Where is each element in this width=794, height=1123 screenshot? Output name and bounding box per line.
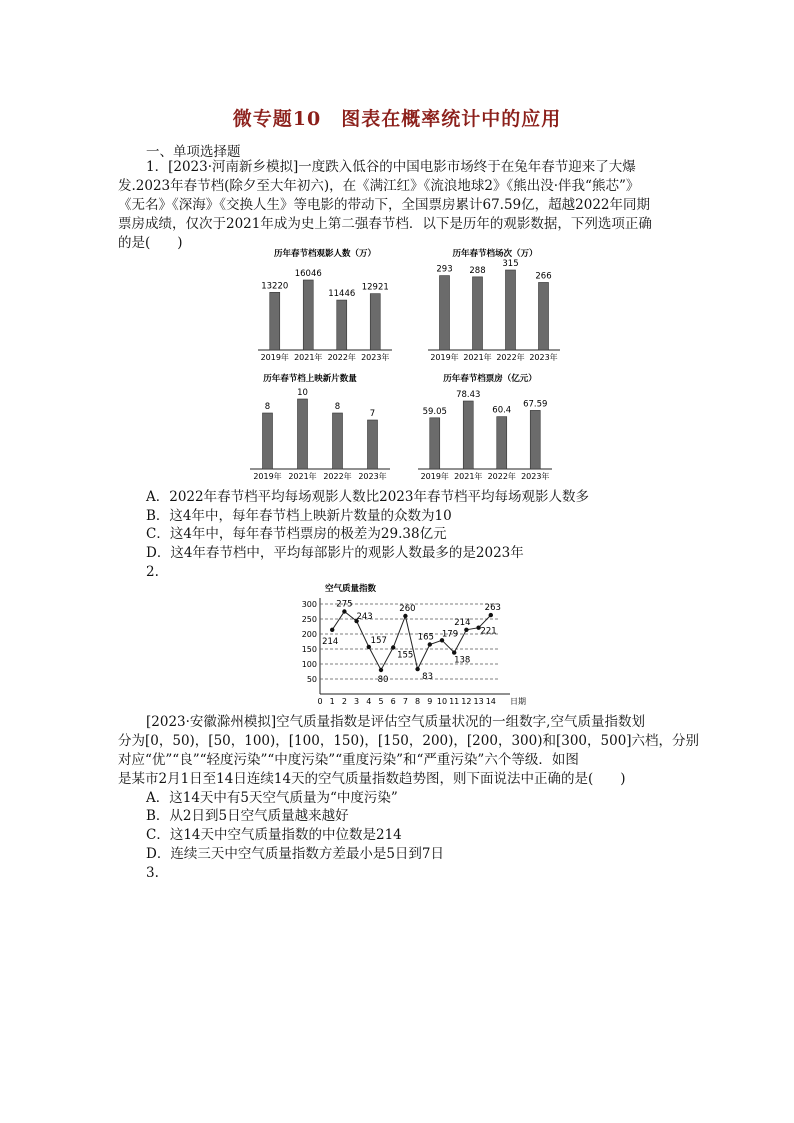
data-point xyxy=(330,628,334,632)
bar xyxy=(270,292,280,350)
category-label: 2021年 xyxy=(454,472,483,481)
category-label: 2023年 xyxy=(521,472,550,481)
data-label: 275 xyxy=(336,599,353,610)
bar-value-label: 59.05 xyxy=(422,406,447,417)
bar-chart-2 xyxy=(428,248,560,362)
bar xyxy=(463,401,473,469)
chart-title: 历年春节档场次（万） xyxy=(452,249,538,259)
x-tick-label: 5 xyxy=(378,697,384,706)
bar xyxy=(263,413,273,469)
q1-option-b: B．这4年中，每年春节档上映新片数量的众数为10 xyxy=(146,508,452,524)
x-tick-label: 2 xyxy=(341,697,347,706)
x-axis-label: 日期 xyxy=(510,697,526,706)
category-label: 2019年 xyxy=(260,353,289,362)
data-point xyxy=(489,613,493,617)
data-label: 260 xyxy=(399,604,416,614)
data-point xyxy=(464,628,468,632)
bar xyxy=(337,300,347,350)
bar-value-label: 16046 xyxy=(294,269,322,279)
q1-line-2: 发.2023年春节档(除夕至大年初六)，在《满江红》《流浪地球2》《熊出没·伴我“熊芯”》 xyxy=(118,178,640,194)
category-label: 2021年 xyxy=(294,353,323,362)
data-label: 263 xyxy=(484,603,501,614)
x-tick-label: 7 xyxy=(402,697,408,706)
q2-line-1: [2023·安徽滁州模拟]空气质量指数是评估空气质量状况的一组数字,空气质量指数划 xyxy=(146,714,645,730)
q2-line-3: 对应“优”“良”“轻度污染”“中度污染”“重度污染”和“严重污染”六个等级．如图 xyxy=(118,752,579,768)
bar-value-label: 8 xyxy=(334,402,341,412)
category-label: 2023年 xyxy=(361,353,390,362)
x-tick-label: 10 xyxy=(436,697,448,706)
data-point xyxy=(452,650,456,654)
category-label: 2019年 xyxy=(253,472,282,481)
q2-option-c: C．这14天中空气质量指数的中位数是214 xyxy=(146,827,402,843)
data-label: 138 xyxy=(454,655,471,666)
bar-chart-3 xyxy=(250,373,390,481)
category-label: 2022年 xyxy=(496,353,525,362)
data-label: 80 xyxy=(377,675,389,685)
y-tick-label: 250 xyxy=(301,615,317,624)
q1-option-c: C．这4年中，每年春节档票房的极差为29.38亿元 xyxy=(146,526,447,542)
data-point xyxy=(342,609,346,613)
category-label: 2023年 xyxy=(529,353,558,362)
bar-value-label: 12921 xyxy=(361,282,389,293)
bar xyxy=(298,399,308,469)
q1-line-1: 1．[2023·河南新乡模拟]一度跌入低谷的中国电影市场终于在兔年春节迎来了大爆 xyxy=(146,159,636,175)
bar-value-label: 293 xyxy=(436,264,453,275)
category-label: 2021年 xyxy=(288,472,317,481)
q2-line-2: 分为[0，50)，[50，100)，[100，150)，[150，200)，[200，300)和[300，500]六档，分别 xyxy=(118,733,700,749)
x-tick-label: 1 xyxy=(329,697,335,706)
data-label: 157 xyxy=(370,635,387,646)
x-tick-label: 14 xyxy=(485,697,496,706)
bar-value-label: 315 xyxy=(502,259,519,269)
bar xyxy=(333,413,343,469)
bar-value-label: 288 xyxy=(469,265,486,276)
data-label: 243 xyxy=(356,612,373,623)
chart-title: 历年春节档观影人数（万） xyxy=(273,249,377,259)
bar xyxy=(303,280,313,350)
bar xyxy=(368,420,378,469)
category-label: 2021年 xyxy=(463,353,492,362)
bar xyxy=(497,417,507,469)
category-label: 2019年 xyxy=(420,472,449,481)
q2-option-b: B．从2日到5日空气质量越来越好 xyxy=(146,808,349,824)
bar-chart-4 xyxy=(418,373,552,481)
x-tick-label: 6 xyxy=(390,697,396,706)
y-tick-label: 200 xyxy=(301,630,317,639)
bar-value-label: 60.4 xyxy=(492,405,512,416)
category-label: 2023年 xyxy=(358,472,387,481)
q1-line-5: 的是( ) xyxy=(118,235,183,251)
chart-title: 空气质量指数 xyxy=(325,584,377,594)
chart-title: 历年春节档上映新片数量 xyxy=(263,374,357,384)
data-point xyxy=(391,645,395,649)
q1-line-4: 票房成绩，仅次于2021年成为史上第二强春节档．以下是历年的观影数据，下列选项正确 xyxy=(118,216,652,232)
data-label: 83 xyxy=(422,672,434,683)
x-tick-label: 4 xyxy=(366,697,372,706)
bar-value-label: 11446 xyxy=(328,289,356,300)
chart-title: 历年春节档票房（亿元） xyxy=(443,374,537,384)
y-tick-label: 300 xyxy=(301,600,317,609)
data-label: 221 xyxy=(480,626,497,637)
q2-number: 2. xyxy=(146,564,159,580)
data-label: 214 xyxy=(454,617,471,628)
data-label: 155 xyxy=(397,650,414,661)
data-point xyxy=(428,642,432,646)
q1-line-3: 《无名》《深海》《交换人生》等电影的带动下，全国票房累计67.59亿，超越2022年同期 xyxy=(118,197,651,213)
q1-option-a: A．2022年春节档平均每场观影人数比2023年春节档平均每场观影人数多 xyxy=(146,489,589,505)
bar-value-label: 67.59 xyxy=(523,399,548,410)
data-label: 214 xyxy=(322,636,339,647)
q2-option-a: A．这14天中有5天空气质量为“中度污染” xyxy=(146,790,398,806)
y-tick-label: 50 xyxy=(306,675,317,684)
bar-value-label: 13220 xyxy=(261,281,289,292)
x-tick-label: 8 xyxy=(415,697,421,706)
q2-option-d: D．连续三天中空气质量指数方差最小是5日到7日 xyxy=(146,846,445,862)
q3-number: 3. xyxy=(146,865,159,881)
q2-line-4: 是某市2月1日至14日连续14天的空气质量指数趋势图，则下面说法中正确的是( ) xyxy=(118,771,626,787)
bar-value-label: 266 xyxy=(535,271,552,282)
bar-value-label: 10 xyxy=(297,388,308,398)
data-point xyxy=(415,667,419,671)
x-tick-label: 3 xyxy=(354,697,360,706)
q1-option-d: D．这4年春节档中，平均每部影片的观影人数最多的是2023年 xyxy=(146,545,524,561)
bar xyxy=(440,276,450,350)
bar xyxy=(430,418,440,469)
bar-chart-1 xyxy=(258,248,392,362)
bar xyxy=(506,270,516,350)
line-chart-aqi xyxy=(302,583,526,706)
bar xyxy=(473,277,483,350)
x-tick-label: 9 xyxy=(427,697,433,706)
page-title: 微专题10 图表在概率统计中的应用 xyxy=(232,108,562,130)
data-label: 179 xyxy=(441,629,459,640)
bar xyxy=(530,410,540,469)
bar-value-label: 7 xyxy=(369,409,376,419)
data-point xyxy=(379,668,383,672)
data-point xyxy=(403,614,407,618)
x-tick-label: 12 xyxy=(461,697,472,706)
category-label: 2022年 xyxy=(323,472,352,481)
bar xyxy=(370,294,380,350)
bar-value-label: 78.43 xyxy=(456,390,481,400)
category-label: 2022年 xyxy=(327,353,356,362)
y-tick-label: 150 xyxy=(301,645,317,654)
data-label: 165 xyxy=(417,632,434,643)
x-tick-label: 11 xyxy=(449,697,460,706)
category-label: 2022年 xyxy=(487,472,516,481)
bar xyxy=(539,282,549,350)
bar-value-label: 8 xyxy=(264,402,271,412)
section-heading: 一、单项选择题 xyxy=(146,144,241,160)
category-label: 2019年 xyxy=(430,353,459,362)
x-tick-label: 0 xyxy=(317,697,323,706)
x-tick-label: 13 xyxy=(473,697,484,706)
y-tick-label: 100 xyxy=(301,660,317,669)
